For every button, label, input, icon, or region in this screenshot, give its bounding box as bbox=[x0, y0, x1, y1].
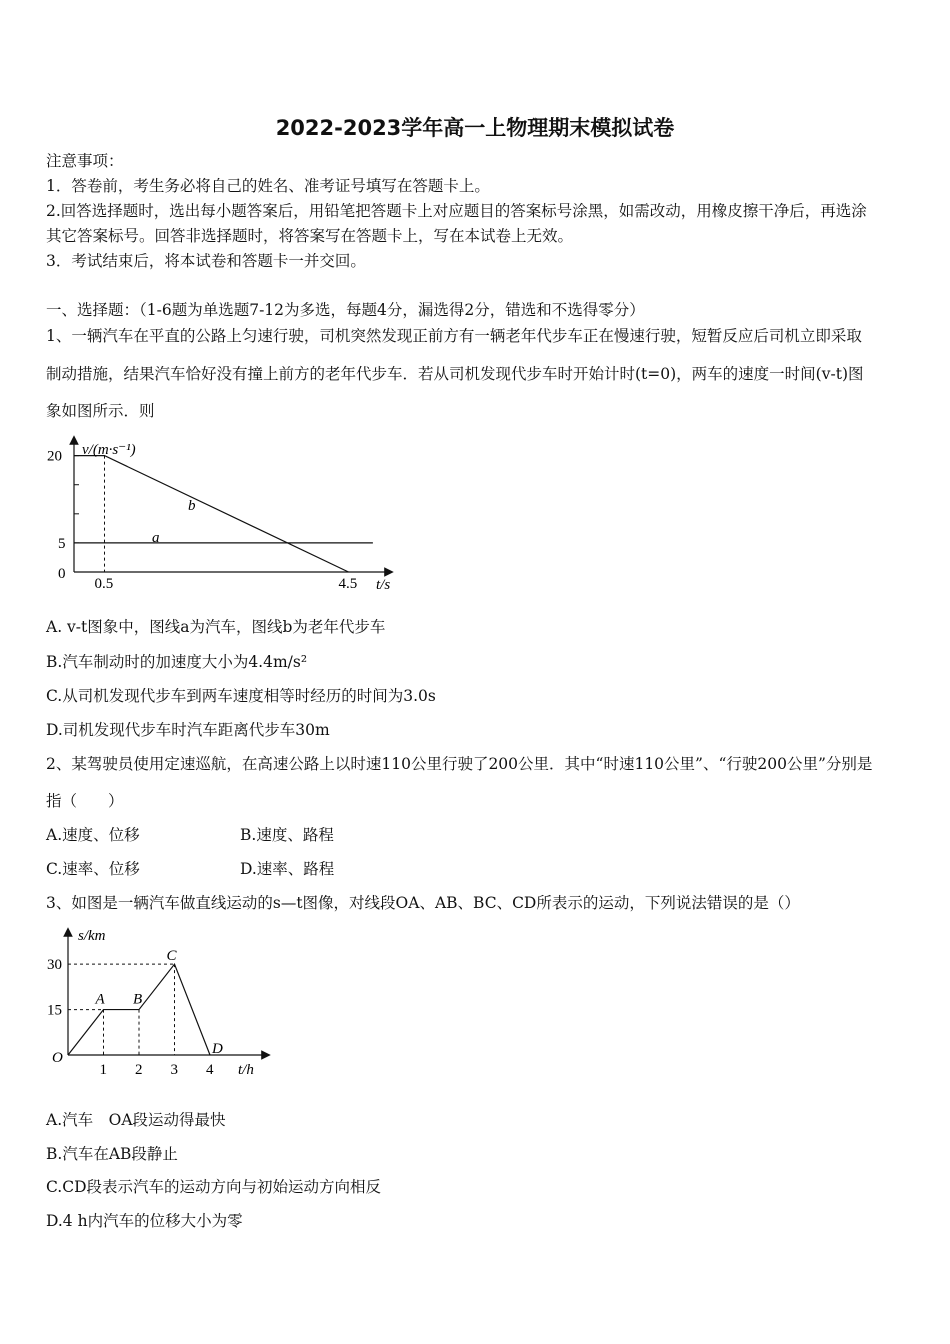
st-label-c: C bbox=[166, 948, 177, 965]
vt-graph bbox=[44, 432, 404, 597]
q2-option-a[interactable]: A.速度、位移 bbox=[46, 826, 140, 844]
q3-text: 3、如图是一辆汽车做直线运动的s—t图像，对线段OA、AB、BC、CD所表示的运动，下列说法错误的是（） bbox=[46, 894, 800, 912]
q3-option-b[interactable]: B.汽车在AB段静止 bbox=[46, 1145, 178, 1163]
q3-option-a[interactable]: A.汽车 OA段运动得最快 bbox=[46, 1111, 226, 1129]
st-graph bbox=[44, 922, 274, 1082]
q1-text-line-1: 1、一辆汽车在平直的公路上匀速行驶，司机突然发现正前方有一辆老年代步车正在慢速行驶，短暂反应后司机立即采取 bbox=[46, 327, 862, 345]
q1-option-a[interactable]: A. v-t图象中，图线a为汽车，图线b为老年代步车 bbox=[46, 618, 386, 636]
st-xtick-2: 2 bbox=[135, 1062, 143, 1078]
st-xtick-3: 3 bbox=[170, 1062, 178, 1078]
q1-option-b[interactable]: B.汽车制动时的加速度大小为4.4m/s² bbox=[46, 653, 308, 671]
notice-item-2: 2.回答选择题时，选出每小题答案后，用铅笔把答题卡上对应题目的答案标号涂黑，如需改动，用橡皮擦干净后，再选涂 bbox=[46, 202, 867, 220]
notice-heading: 注意事项： bbox=[46, 152, 124, 170]
q1-option-d[interactable]: D.司机发现代步车时汽车距离代步车30m bbox=[46, 721, 330, 739]
st-label-a: A bbox=[95, 991, 105, 1008]
q1-option-c[interactable]: C.从司机发现代步车到两车速度相等时经历的时间为3.0s bbox=[46, 687, 436, 705]
q2-option-b[interactable]: B.速度、路程 bbox=[240, 826, 334, 844]
section-heading: 一、选择题：（1-6题为单选题7-12为多选，每题4分，漏选得2分，错选和不选得零分） bbox=[46, 301, 645, 319]
q1-text-line-3: 象如图所示．则 bbox=[46, 402, 155, 420]
q3-option-c[interactable]: C.CD段表示汽车的运动方向与初始运动方向相反 bbox=[46, 1178, 382, 1196]
notice-item-2-cont: 其它答案标号。回答非选择题时，将答案写在答题卡上，写在本试卷上无效。 bbox=[46, 227, 574, 245]
q2-option-d[interactable]: D.速率、路程 bbox=[240, 860, 335, 878]
vt-y-minor-ticks bbox=[74, 456, 79, 543]
st-label-o: O bbox=[52, 1050, 63, 1066]
st-ytick-15: 15 bbox=[47, 1002, 62, 1019]
notice-item-1: 1．答卷前，考生务必将自己的姓名、准考证号填写在答题卡上。 bbox=[46, 177, 490, 195]
q2-text-line-2: 指（ ） bbox=[46, 792, 124, 810]
st-label-d: D bbox=[212, 1041, 223, 1057]
vt-xtick-05: 0.5 bbox=[94, 576, 114, 592]
vt-series-b bbox=[74, 456, 349, 572]
q2-option-c[interactable]: C.速率、位移 bbox=[46, 860, 140, 878]
st-label-b: B bbox=[133, 991, 143, 1008]
st-xtick-1: 1 bbox=[99, 1062, 107, 1078]
q1-text-line-2: 制动措施，结果汽车恰好没有撞上前方的老年代步车．若从司机发现代步车时开始计时(t=0)，两车的速度一时间(v-t)图 bbox=[46, 365, 864, 383]
notice-item-3: 3．考试结束后，将本试卷和答题卡一并交回。 bbox=[46, 252, 366, 270]
st-xtick-4: 4 bbox=[206, 1062, 214, 1078]
vt-xtick-45: 4.5 bbox=[338, 576, 358, 592]
q2-text-line-1: 2、某驾驶员使用定速巡航，在高速公路上以时速110公里行驶了200公里．其中“时速110公里”、“行驶200公里”分别是 bbox=[46, 755, 873, 773]
vt-origin: 0 bbox=[58, 566, 66, 582]
vt-ytick-5: 5 bbox=[58, 535, 66, 552]
page-title: 2022-2023学年高一上物理期末模拟试卷 bbox=[275, 116, 675, 140]
vt-ytick-20: 20 bbox=[47, 448, 62, 465]
st-xlabel: t/h bbox=[238, 1062, 254, 1078]
vt-label-a: a bbox=[152, 530, 160, 546]
vt-xlabel: t/s bbox=[376, 577, 391, 593]
q3-option-d[interactable]: D.4 h内汽车的位移大小为零 bbox=[46, 1212, 243, 1230]
vt-label-b: b bbox=[188, 498, 196, 514]
st-ytick-30: 30 bbox=[47, 957, 62, 974]
vt-ylabel: v/(m·s⁻¹) bbox=[82, 442, 136, 458]
st-ylabel: s/km bbox=[78, 928, 106, 944]
